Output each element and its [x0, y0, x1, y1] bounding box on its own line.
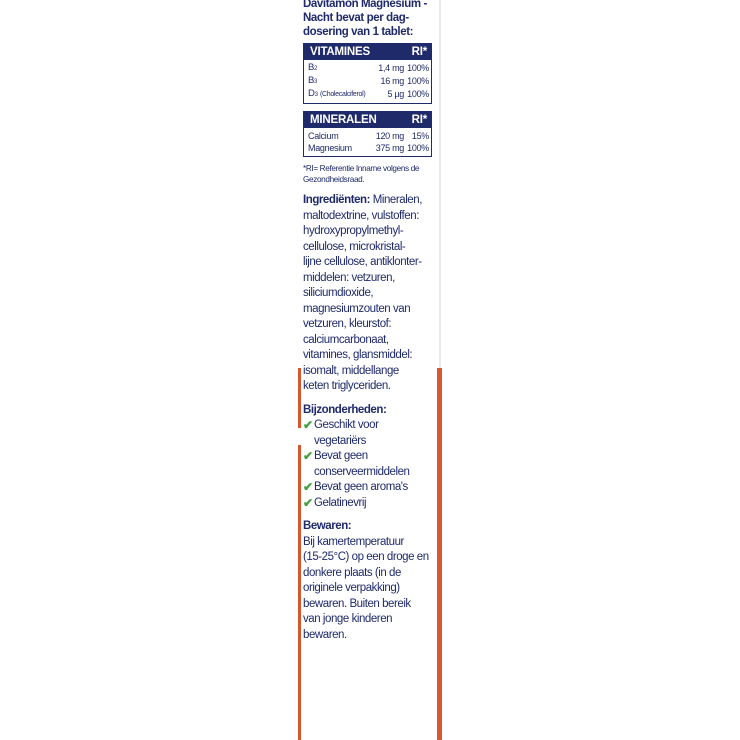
checkmark-icon: ✔	[303, 495, 313, 510]
table-row	[308, 88, 429, 101]
ingredients-section	[303, 193, 437, 395]
package-right-edge-shadow	[439, 0, 441, 368]
vitamin-amount: 5 µg	[387, 89, 404, 99]
mineral-name: Calcium	[308, 131, 339, 141]
footnote-line: Gezondheidsraad.	[303, 175, 365, 184]
table-row	[308, 62, 429, 75]
ingredients-line: keten triglyceriden.	[303, 380, 391, 392]
heading-line: Nacht bevat per dag-	[303, 12, 409, 24]
vitamin-subscript: 3	[314, 79, 318, 85]
storage-line: (15-25°C) op een droge en	[303, 551, 429, 563]
vitamin-amount: 1,4 mg	[378, 63, 404, 73]
table-row	[308, 142, 429, 154]
vitamin-subscript: 3	[314, 92, 318, 98]
list-item	[303, 480, 437, 496]
minerals-heading: MINERALEN	[310, 114, 377, 126]
list-item	[303, 449, 437, 480]
vitamin-name: D	[308, 88, 315, 99]
list-item	[303, 418, 437, 449]
ingredients-line: siliciumdioxide,	[303, 287, 374, 299]
checkmark-icon: ✔	[303, 449, 313, 463]
vitamin-amount: 16 mg	[380, 76, 404, 86]
vitamin-name: B	[308, 75, 315, 86]
minerals-table	[303, 111, 432, 157]
ingredients-line: vitamines, glansmiddel:	[303, 349, 413, 361]
storage-line: bewaren. Buiten bereik	[303, 597, 411, 610]
checkmark-icon: ✔	[303, 480, 313, 494]
mineral-name: Magnesium	[308, 143, 352, 153]
ingredients-line: hydroxypropylmethyl-	[303, 225, 404, 237]
heading-line: Davitamon Magnesium -	[303, 0, 427, 10]
storage-line: donkere plaats (in de	[303, 566, 401, 579]
vitamin-ri: 100%	[407, 76, 429, 86]
storage-label: Bewaren:	[303, 520, 352, 532]
detail-line: Bevat geen aroma's	[314, 481, 408, 493]
storage-line: Bij kamertemperatuur	[303, 535, 404, 548]
ri-footnote	[303, 163, 437, 185]
minerals-table-header	[304, 112, 431, 128]
vitamins-heading: VITAMINES	[310, 46, 370, 58]
mineral-ri: 100%	[407, 143, 429, 153]
detail-line: Gelatinevrij	[314, 496, 367, 509]
ingredients-line: maltodextrine, vulstoffen:	[303, 209, 419, 222]
ingredients-line: cellulose, microkristal-	[303, 240, 406, 253]
vitamins-table	[303, 43, 432, 104]
detail-line: conserveermiddelen	[314, 465, 410, 478]
mineral-amount: 120 mg	[375, 131, 404, 141]
vitamin-ri: 100%	[407, 63, 429, 73]
mineral-amount: 375 mg	[375, 143, 404, 153]
ingredients-label: Ingrediënten:	[303, 194, 370, 206]
details-section	[303, 403, 437, 512]
vitamin-name: B	[308, 62, 315, 73]
footnote-line: *RI= Referentie Inname volgens de	[303, 164, 420, 173]
package-right-edge-stripe	[437, 368, 442, 740]
vitamin-extra: (Cholecalciferol)	[319, 91, 366, 98]
ingredients-line: vetzuren, kleurstof:	[303, 318, 392, 330]
detail-line: Geschikt voor	[314, 419, 379, 431]
checkmark-icon: ✔	[303, 418, 313, 432]
ingredients-line: middelen: vetzuren,	[303, 271, 395, 284]
detail-line: Bevat geen	[314, 450, 368, 462]
storage-line: van jonge kinderen	[303, 613, 393, 625]
vitamin-subscript: 2	[314, 66, 318, 72]
ingredients-line: lijne cellulose, antiklonter-	[303, 256, 422, 268]
label-content	[303, 0, 437, 643]
heading-line: dosering van 1 tablet:	[303, 26, 414, 38]
ingredients-line: magnesiumzouten van	[303, 302, 411, 315]
minerals-ri-label: RI*	[411, 114, 427, 126]
ingredients-line: calciumcarbonaat,	[303, 333, 389, 346]
details-label: Bijzonderheden:	[303, 403, 387, 416]
product-heading	[303, 0, 437, 39]
list-item	[303, 496, 437, 512]
ingredients-line: Mineralen,	[370, 194, 422, 206]
mineral-ri: 15%	[411, 131, 429, 141]
vitamins-table-header	[304, 44, 431, 60]
storage-section	[303, 519, 437, 643]
table-row	[308, 75, 429, 88]
table-row	[308, 130, 429, 142]
storage-line: bewaren.	[303, 628, 347, 641]
vitamins-ri-label: RI*	[411, 46, 427, 58]
package-left-edge	[298, 0, 301, 740]
ingredients-line: isomalt, middellange	[303, 364, 399, 377]
detail-line: vegetariërs	[314, 434, 366, 447]
storage-line: originele verpakking)	[303, 582, 400, 594]
vitamin-ri: 100%	[407, 89, 429, 99]
